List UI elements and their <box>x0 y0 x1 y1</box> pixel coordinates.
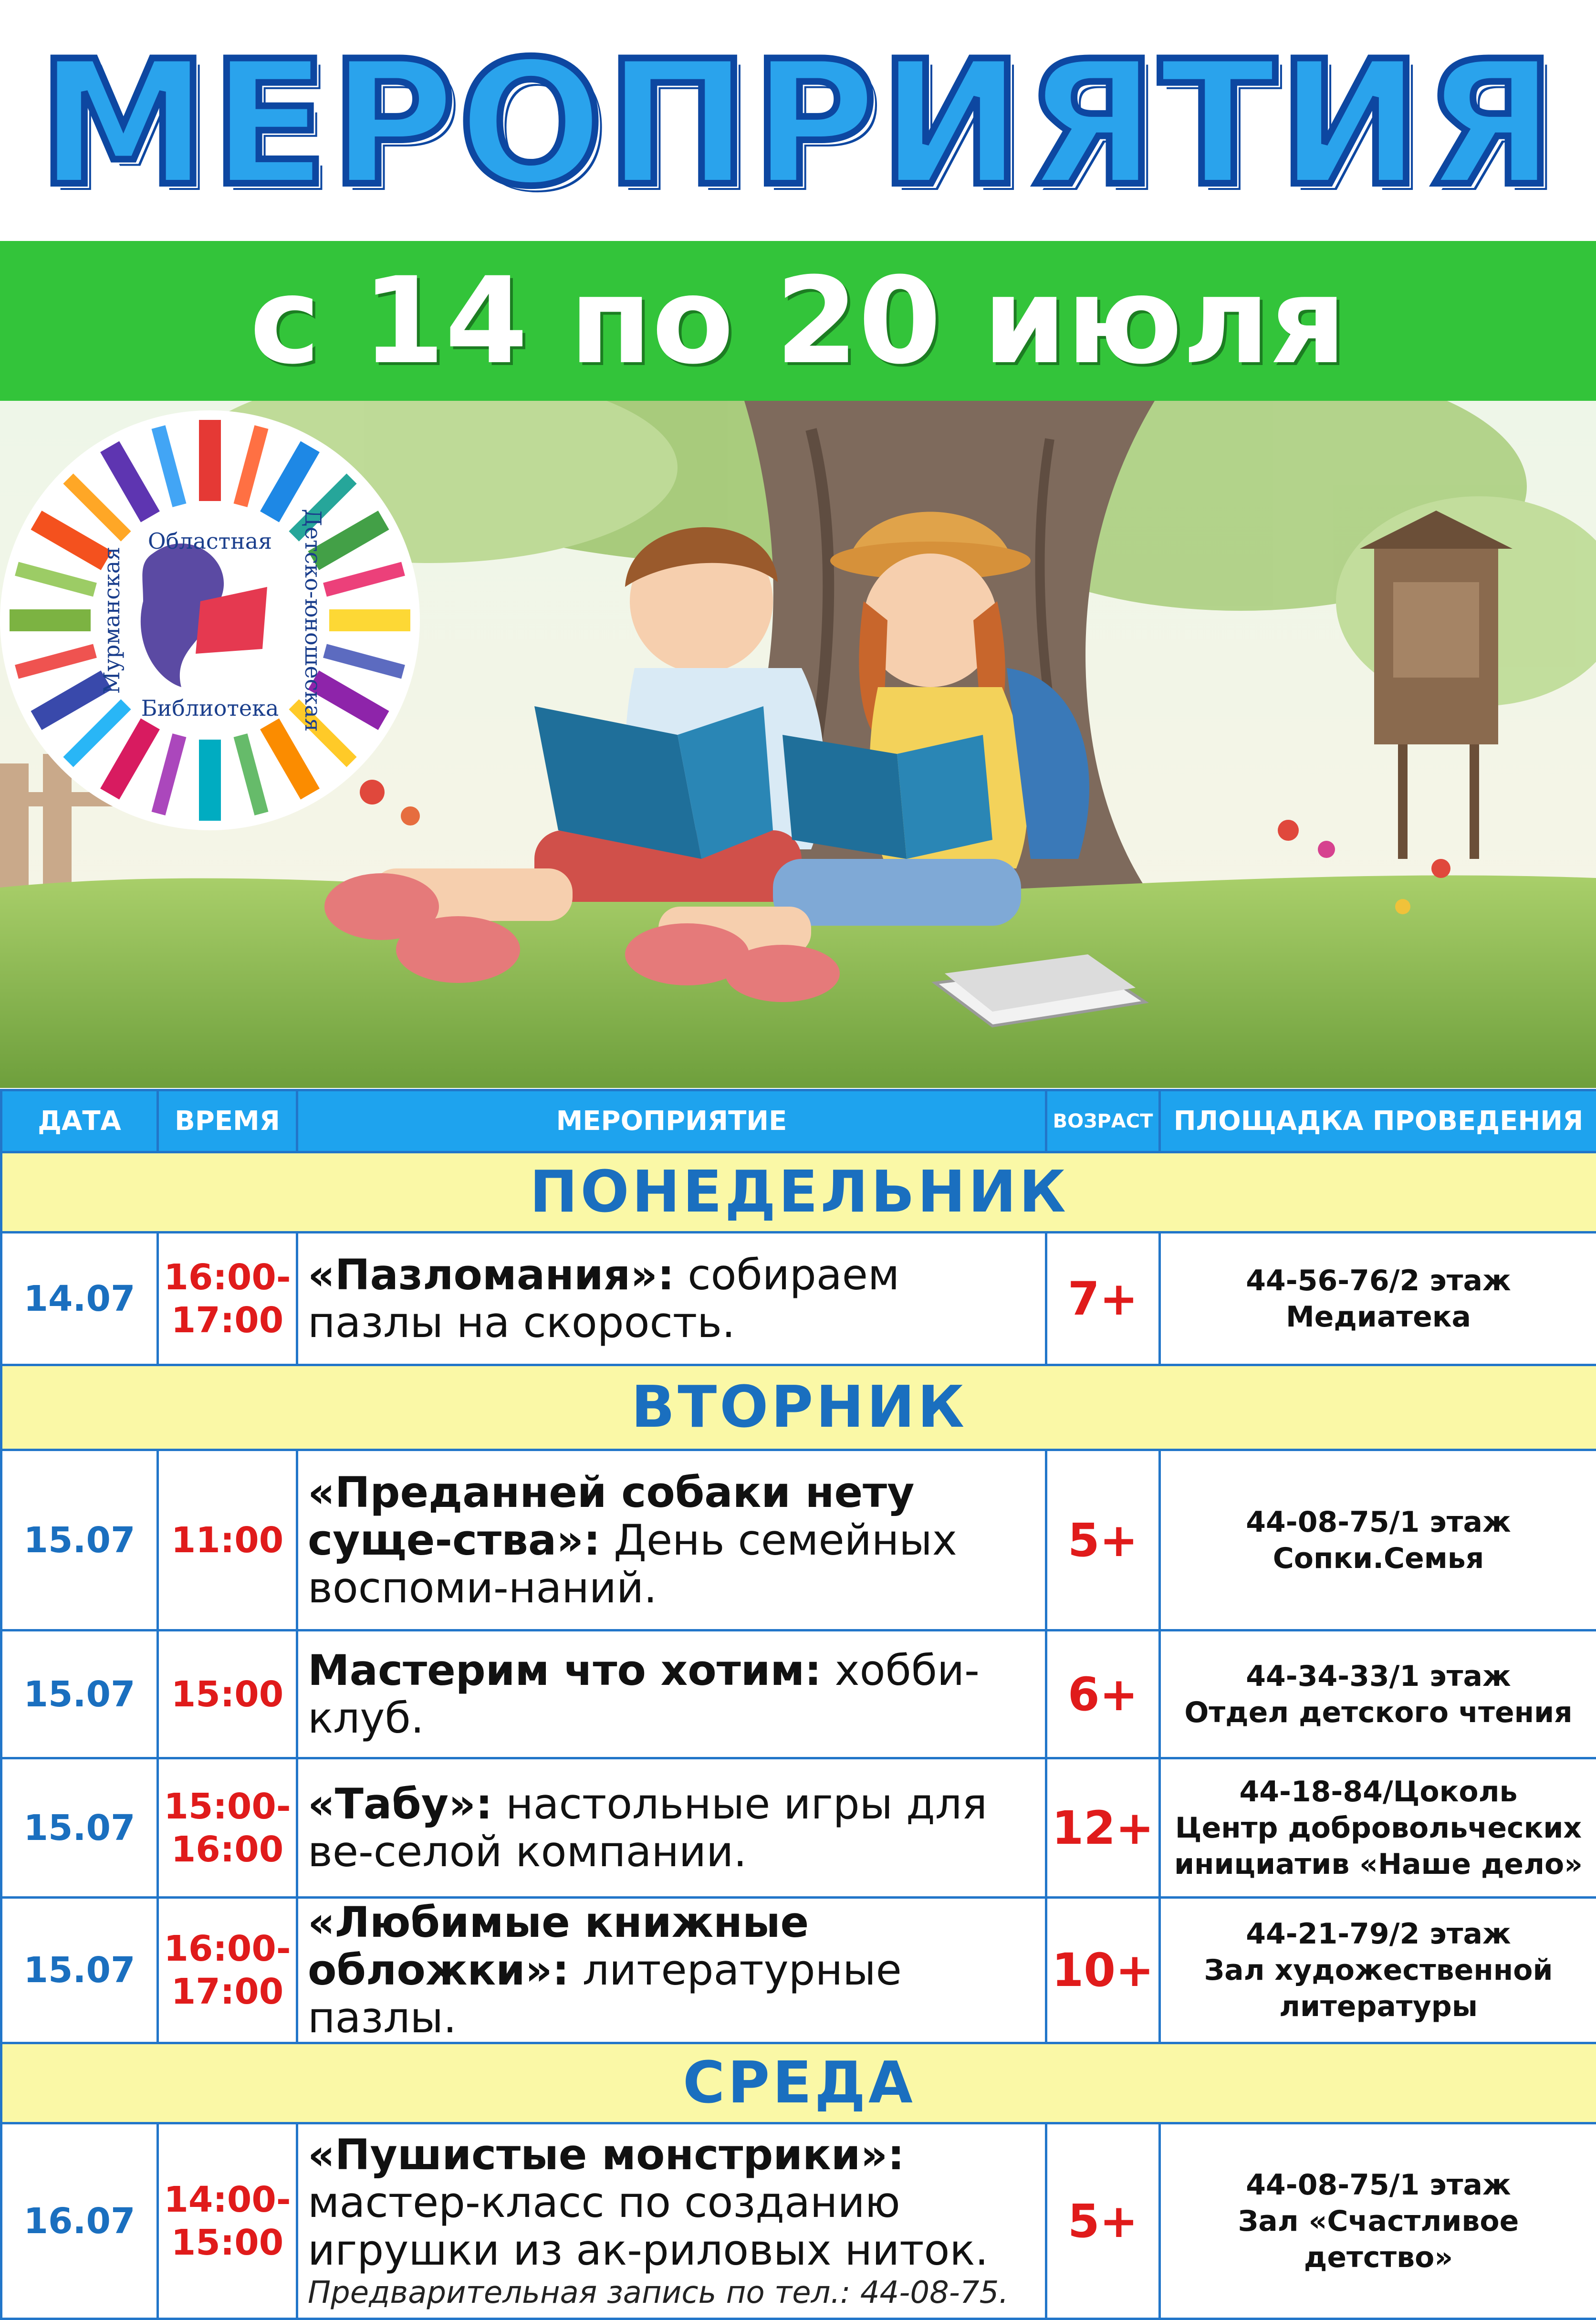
header-place: ПЛОЩАДКА ПРОВЕДЕНИЯ <box>1160 1090 1596 1152</box>
event-date: 14.07 <box>1 1233 158 1365</box>
event-place: 44-08-75/1 этаж Зал «Счастливое детство» <box>1160 2123 1596 2319</box>
logo-top-text: Областная <box>148 528 272 554</box>
event-title: «Пазломания»: <box>308 1250 674 1299</box>
children-reading-illustration <box>0 401 1596 1088</box>
event-age: 6+ <box>1046 1630 1160 1758</box>
header-date: ДАТА <box>1 1090 158 1152</box>
event-place: 44-18-84/Цоколь Центр добровольческих инициатив «Наше дело» <box>1160 1758 1596 1898</box>
day-name: ПОНЕДЕЛЬНИК <box>1 1152 1596 1233</box>
event-date: 15.07 <box>1 1758 158 1898</box>
event-title: «Пушистые монстрики»: <box>308 2130 904 2179</box>
header-event: МЕРОПРИЯТИЕ <box>297 1090 1046 1152</box>
event-place: 44-56-76/2 этаж Медиатека <box>1160 1233 1596 1365</box>
day-name: ВТОРНИК <box>1 1365 1596 1450</box>
date-range-banner: с 14 по 20 июля <box>0 241 1596 401</box>
event-description: «Преданней собаки нету суще-ства»: День семейных воспоми-наний. <box>297 1450 1046 1630</box>
header-time: ВРЕМЯ <box>158 1090 297 1152</box>
table-row <box>1 1898 1596 2043</box>
event-time: 14:00- 15:00 <box>158 2123 297 2319</box>
event-age: 5+ <box>1046 1450 1160 1630</box>
event-time: 15:00 <box>158 1630 297 1758</box>
event-title: Мастерим что хотим: <box>308 1646 822 1695</box>
event-date: 15.07 <box>1 1450 158 1630</box>
event-place: 44-21-79/2 этаж Зал художественной литературы <box>1160 1898 1596 2043</box>
event-title: «Табу»: <box>308 1779 492 1829</box>
table-row <box>1 1233 1596 1365</box>
event-age: 12+ <box>1046 1758 1160 1898</box>
poster-title: МЕРОПРИЯТИЯ <box>0 19 1596 229</box>
day-name: СРЕДА <box>1 2043 1596 2123</box>
event-description: Мастерим что хотим: хобби-клуб. <box>297 1630 1046 1758</box>
event-age: 10+ <box>1046 1898 1160 2043</box>
event-description: «Табу»: настольные игры для ве-селой компании. <box>297 1758 1046 1898</box>
events-schedule-table <box>0 1089 1596 2320</box>
day-row-wednesday <box>1 2043 1596 2123</box>
event-time: 11:00 <box>158 1450 297 1630</box>
event-place: 44-34-33/1 этаж Отдел детского чтения <box>1160 1630 1596 1758</box>
event-date: 15.07 <box>1 1898 158 2043</box>
event-title: «Преданней собаки нету суще-ства»: <box>308 1468 915 1565</box>
event-time: 15:00- 16:00 <box>158 1758 297 1898</box>
table-row <box>1 2123 1596 2319</box>
table-row <box>1 1630 1596 1758</box>
event-age: 7+ <box>1046 1233 1160 1365</box>
event-description: «Пазломания»: собираем пазлы на скорость. <box>297 1233 1046 1365</box>
day-row-monday <box>1 1152 1596 1233</box>
table-row <box>1 1758 1596 1898</box>
event-date: 16.07 <box>1 2123 158 2319</box>
event-description: «Пушистые монстрики»: мастер-класс по созданию игрушки из ак-риловых ниток. Предварительная запись по тел.: 44-08-75. <box>297 2123 1046 2319</box>
event-date: 15.07 <box>1 1630 158 1758</box>
event-note: Предварительная запись по тел.: 44-08-75. <box>308 2274 1035 2311</box>
day-row-tuesday <box>1 1365 1596 1450</box>
table-row <box>1 1450 1596 1630</box>
event-title: «Любимые книжные обложки»: <box>308 1898 809 1995</box>
table-header-row <box>1 1090 1596 1152</box>
event-age: 5+ <box>1046 2123 1160 2319</box>
logo-left-text: Мурманская <box>99 547 125 694</box>
library-logo <box>0 410 420 830</box>
event-time: 16:00- 17:00 <box>158 1898 297 2043</box>
event-time: 16:00- 17:00 <box>158 1233 297 1365</box>
header-age: ВОЗРАСТ <box>1046 1090 1160 1152</box>
logo-right-text: Детско-юношеская <box>300 509 326 732</box>
event-description: «Любимые книжные обложки»: литературные пазлы. <box>297 1898 1046 2043</box>
event-place: 44-08-75/1 этаж Сопки.Семья <box>1160 1450 1596 1630</box>
logo-bottom-text: Библиотека <box>141 695 279 721</box>
